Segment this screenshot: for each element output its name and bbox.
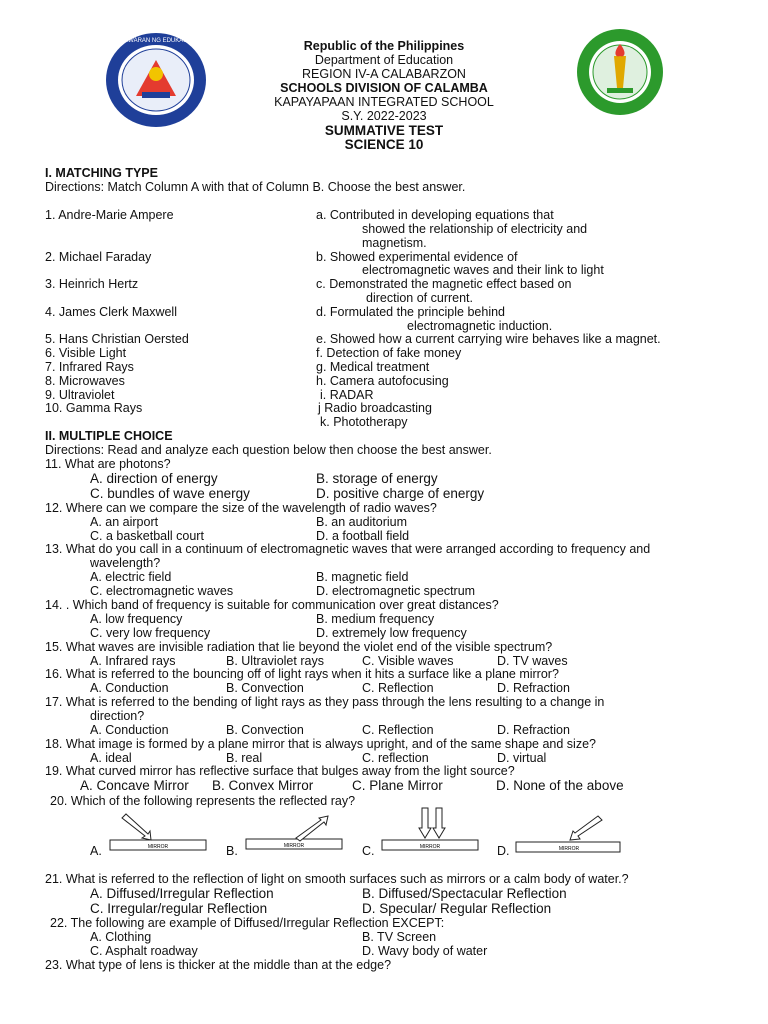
part2-heading: II. MULTIPLE CHOICE bbox=[45, 429, 173, 443]
q20-mirror-label-b: MIRROR bbox=[283, 843, 305, 849]
colA-item-2: 2. Michael Faraday bbox=[45, 250, 152, 264]
q11-option-a: A. direction of energy bbox=[90, 471, 218, 486]
colB-line-14: i. RADAR bbox=[320, 388, 374, 402]
header-line-school: KAPAYAPAAN INTEGRATED SCHOOL bbox=[274, 95, 494, 109]
q13-option-d: D. electromagnetic spectrum bbox=[316, 584, 476, 598]
q19-option-d: D. None of the above bbox=[496, 778, 624, 793]
q20-option-b: B. bbox=[226, 844, 238, 858]
q12-option-a: A. an airport bbox=[90, 515, 159, 529]
colB-line-6: c. Demonstrated the magnetic effect based on bbox=[316, 277, 572, 291]
q21-option-b: B. Diffused/Spectacular Reflection bbox=[362, 886, 567, 901]
q13-option-b: B. magnetic field bbox=[316, 570, 409, 584]
q13-option-a: A. electric field bbox=[90, 570, 172, 584]
part1-heading: I. MATCHING TYPE bbox=[45, 166, 158, 180]
colA-item-6: 6. Visible Light bbox=[45, 346, 127, 360]
part2-directions: Directions: Read and analyze each question below then choose the best answer. bbox=[45, 443, 492, 457]
q13-option-c: C. electromagnetic waves bbox=[90, 584, 234, 598]
q17-option-c: C. Reflection bbox=[362, 723, 434, 737]
colB-line-5: electromagnetic waves and their link to light bbox=[362, 263, 604, 277]
q22-option-d: D. Wavy body of water bbox=[362, 944, 488, 958]
q20-diagram-b bbox=[244, 812, 344, 856]
colB-line-12: g. Medical treatment bbox=[316, 360, 430, 374]
colB-line-13: h. Camera autofocusing bbox=[316, 374, 449, 388]
colB-line-1: a. Contributed in developing equations that bbox=[316, 208, 554, 222]
q12-option-c: C. a basketball court bbox=[90, 529, 204, 543]
colA-item-7: 7. Infrared Rays bbox=[45, 360, 134, 374]
q17-option-d: D. Refraction bbox=[497, 723, 570, 737]
colB-line-9: electromagnetic induction. bbox=[407, 319, 553, 333]
q15-option-c: C. Visible waves bbox=[362, 654, 454, 668]
q13-question: 13. What do you call in a continuum of electromagnetic waves that were arranged according to frequency and bbox=[45, 542, 651, 556]
q20-mirror-label-d: MIRROR bbox=[558, 846, 580, 852]
colB-line-4: b. Showed experimental evidence of bbox=[316, 250, 518, 264]
q11-option-c: C. bundles of wave energy bbox=[90, 486, 250, 501]
colB-line-8: d. Formulated the principle behind bbox=[316, 305, 506, 319]
header-line-deped: Department of Education bbox=[314, 53, 454, 67]
q17-question: 17. What is referred to the bending of light rays as they pass through the lens resulting to a change in bbox=[45, 695, 605, 709]
q15-option-b: B. Ultraviolet rays bbox=[226, 654, 324, 668]
q20-option-c: C. bbox=[362, 844, 375, 858]
test-subject: SCIENCE 10 bbox=[344, 137, 424, 152]
q11-question: 11. What are photons? bbox=[45, 457, 171, 471]
q14-option-a: A. low frequency bbox=[90, 612, 183, 626]
colA-item-3: 3. Heinrich Hertz bbox=[45, 277, 139, 291]
colA-item-1: 1. Andre-Marie Ampere bbox=[45, 208, 174, 222]
q19-option-a: A. Concave Mirror bbox=[80, 778, 189, 793]
q18-option-a: A. ideal bbox=[90, 751, 132, 765]
q21-option-c: C. Irregular/regular Reflection bbox=[90, 901, 268, 916]
q14-option-b: B. medium frequency bbox=[316, 612, 435, 626]
q15-option-a: A. Infrared rays bbox=[90, 654, 176, 668]
q11-option-b: B. storage of energy bbox=[316, 471, 438, 486]
q20-question: 20. Which of the following represents the reflected ray? bbox=[50, 794, 356, 808]
q21-question: 21. What is referred to the reflection of light on smooth surfaces such as mirrors or a calm body of water.? bbox=[45, 872, 629, 886]
colB-line-3: magnetism. bbox=[362, 236, 427, 250]
q21-option-a: A. Diffused/Irregular Reflection bbox=[90, 886, 274, 901]
colB-line-16: k. Phototherapy bbox=[320, 415, 408, 429]
q20-diagram-a bbox=[108, 812, 208, 856]
header-line-sy: S.Y. 2022-2023 bbox=[341, 109, 427, 123]
q15-question: 15. What waves are invisible radiation that lie beyond the violet end of the visible spectrum? bbox=[45, 640, 553, 654]
q18-option-c: C. reflection bbox=[362, 751, 429, 765]
q16-option-d: D. Refraction bbox=[497, 681, 570, 695]
q20-option-a: A. bbox=[90, 844, 102, 858]
header-line-republic: Republic of the Philippines bbox=[303, 39, 465, 53]
q12-question: 12. Where can we compare the size of the wavelength of radio waves? bbox=[45, 501, 437, 515]
test-title: SUMMATIVE TEST bbox=[324, 123, 444, 138]
svg-text:KAGAWARAN NG EDUKASYON: KAGAWARAN NG EDUKASYON bbox=[111, 38, 201, 44]
q14-question: 14. . Which band of frequency is suitable for communication over great distances? bbox=[45, 598, 499, 612]
colA-item-5: 5. Hans Christian Oersted bbox=[45, 332, 189, 346]
colA-item-4: 4. James Clerk Maxwell bbox=[45, 305, 177, 319]
q23-question: 23. What type of lens is thicker at the middle than at the edge? bbox=[45, 958, 392, 972]
q17-question-cont: direction? bbox=[90, 709, 145, 723]
colB-line-2: showed the relationship of electricity and bbox=[362, 222, 588, 236]
part1-directions: Directions: Match Column A with that of Column B. Choose the best answer. bbox=[45, 180, 466, 194]
q14-option-c: C. very low frequency bbox=[90, 626, 211, 640]
q19-option-b: B. Convex Mirror bbox=[212, 778, 314, 793]
q16-option-b: B. Convection bbox=[226, 681, 304, 695]
colA-item-9: 9. Ultraviolet bbox=[45, 388, 115, 402]
q13-question-cont: wavelength? bbox=[90, 556, 161, 570]
q18-option-d: D. virtual bbox=[497, 751, 547, 765]
q22-option-a: A. Clothing bbox=[90, 930, 152, 944]
q14-option-d: D. extremely low frequency bbox=[316, 626, 467, 640]
colB-line-11: f. Detection of fake money bbox=[316, 346, 462, 360]
q22-option-c: C. Asphalt roadway bbox=[90, 944, 198, 958]
q12-option-d: D. a football field bbox=[316, 529, 410, 543]
q15-option-d: D. TV waves bbox=[497, 654, 568, 668]
q18-question: 18. What image is formed by a plane mirror that is always upright, and of the same shape and size? bbox=[45, 737, 596, 751]
header-line-division: SCHOOLS DIVISION OF CALAMBA bbox=[280, 81, 488, 95]
q18-option-b: B. real bbox=[226, 751, 263, 765]
q16-question: 16. What is referred to the bouncing off of light rays when it hits a surface like a plane mirror? bbox=[45, 667, 559, 681]
q17-option-b: B. Convection bbox=[226, 723, 304, 737]
q20-diagram-d bbox=[514, 812, 624, 856]
colA-item-10: 10. Gamma Rays bbox=[45, 401, 143, 415]
q19-option-c: C. Plane Mirror bbox=[352, 778, 443, 793]
q22-option-b: B. TV Screen bbox=[362, 930, 437, 944]
header-line-region: REGION IV-A CALABARZON bbox=[302, 67, 466, 81]
colB-line-7: direction of current. bbox=[366, 291, 473, 305]
colB-line-15: j Radio broadcasting bbox=[318, 401, 432, 415]
q21-option-d: D. Specular/ Regular Reflection bbox=[362, 901, 552, 916]
q22-question: 22. The following are example of Diffused/Irregular Reflection EXCEPT: bbox=[50, 916, 445, 930]
q12-option-b: B. an auditorium bbox=[316, 515, 408, 529]
q20-diagram-c bbox=[380, 806, 480, 856]
q16-option-a: A. Conduction bbox=[90, 681, 169, 695]
q20-option-d: D. bbox=[497, 844, 510, 858]
q20-mirror-label-c: MIRROR bbox=[419, 844, 441, 850]
colA-item-8: 8. Microwaves bbox=[45, 374, 125, 388]
q11-option-d: D. positive charge of energy bbox=[316, 486, 485, 501]
q20-mirror-label-a: MIRROR bbox=[147, 844, 169, 850]
q16-option-c: C. Reflection bbox=[362, 681, 434, 695]
q19-question: 19. What curved mirror has reflective surface that bulges away from the light source? bbox=[45, 764, 515, 778]
colB-line-10: e. Showed how a current carrying wire behaves like a magnet. bbox=[316, 332, 661, 346]
q17-option-a: A. Conduction bbox=[90, 723, 169, 737]
